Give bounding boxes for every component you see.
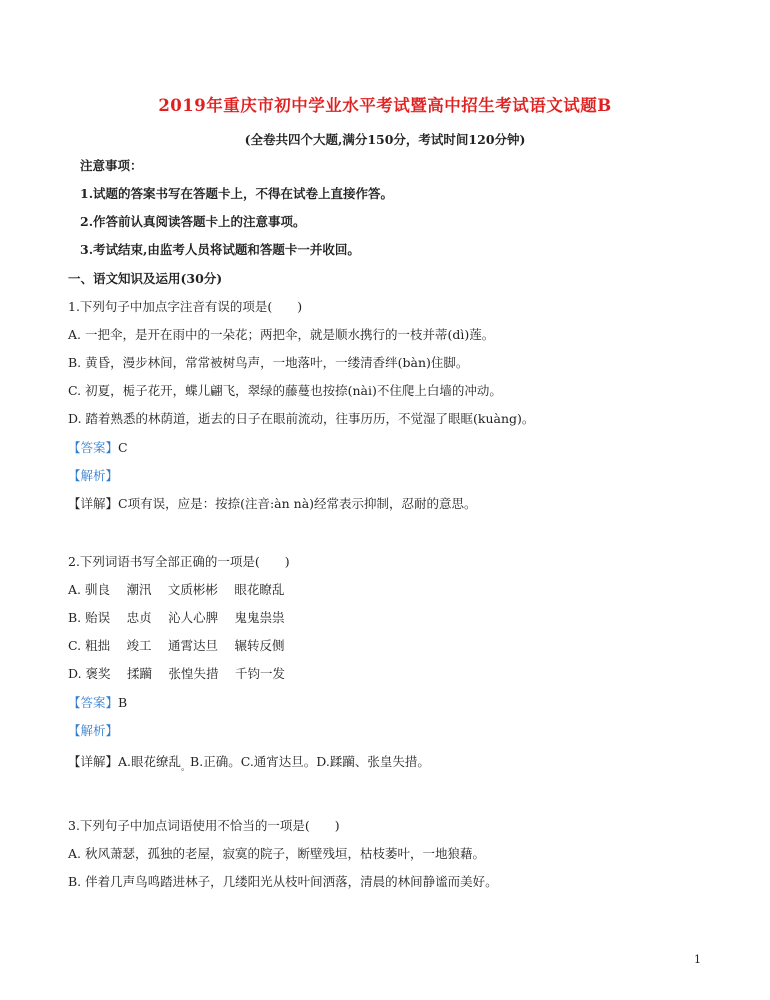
q3-stem: 3.下列句子中加点词语使用不恰当的一项是( ) bbox=[68, 818, 340, 833]
analysis-tag: 【解析】 bbox=[68, 723, 119, 738]
q2-detail bbox=[68, 754, 430, 776]
notice-item-1: 1.试题的答案书写在答题卡上，不得在试卷上直接作答。 bbox=[80, 186, 394, 201]
page-number: 1 bbox=[694, 953, 701, 966]
page-subtitle: (全卷共四个大题,满分150分，考试时间120分钟) bbox=[244, 132, 526, 147]
section-heading: 一、语文知识及运用(30分) bbox=[68, 271, 223, 286]
q2-option-a: A. 驯良 潮汛 文质彬彬 眼花瞭乱 bbox=[68, 582, 285, 597]
analysis-tag: 【解析】 bbox=[68, 468, 119, 483]
answer-value: C bbox=[118, 440, 128, 455]
q3-option-b: B. 伴着几声鸟鸣踏进林子，几缕阳光从枝叶间洒落，清晨的林间静谧而美好。 bbox=[68, 874, 498, 889]
q1-option-d: D. 踏着熟悉的林荫道，逝去的日子在眼前流动，往事历历，不觉湿了眼眶(kuàng)。 bbox=[68, 411, 535, 426]
detail-separator: 。 bbox=[181, 763, 191, 773]
q1-option-b: B. 黄昏，漫步林间，常常被树鸟声，一地落叶，一缕清香绊(bàn)住脚。 bbox=[68, 355, 469, 370]
q1-answer bbox=[68, 440, 128, 456]
answer-tag: 【答案】 bbox=[68, 695, 119, 710]
q1-analysis bbox=[68, 468, 118, 484]
answer-value: B bbox=[118, 695, 128, 710]
detail-text: C项有误，应是：按捺(注音:àn nà)经常表示抑制，忍耐的意思。 bbox=[118, 496, 477, 511]
q1-option-c: C. 初夏，栀子花开，蝶儿翩飞，翠绿的藤蔓也按捺(nài)不住爬上白墙的冲动。 bbox=[68, 383, 502, 398]
q2-option-d: D. 褒奖 揉躏 张惶失措 千钧一发 bbox=[68, 666, 285, 681]
notice-heading: 注意事项： bbox=[80, 158, 143, 173]
q1-stem: 1.下列句子中加点字注音有误的项是( ) bbox=[68, 299, 303, 314]
q2-stem: 2.下列词语书写全部正确的一项是( ) bbox=[68, 554, 290, 569]
q2-analysis bbox=[68, 723, 118, 739]
detail-tag: 【详解】 bbox=[68, 496, 119, 511]
detail-tag: 【详解】 bbox=[68, 754, 119, 769]
detail-text-a: A.眼花缭乱 bbox=[118, 754, 182, 769]
q2-option-b: B. 贻误 忠贞 沁人心脾 鬼鬼祟祟 bbox=[68, 610, 285, 625]
detail-text-rest: B.正确。C.通宵达旦。D.蹂躏、张皇失措。 bbox=[190, 754, 430, 769]
notice-item-3: 3.考试结束,由监考人员将试题和答题卡一并收回。 bbox=[80, 242, 360, 257]
q1-detail bbox=[68, 496, 477, 512]
q2-option-c: C. 粗拙 竣工 通霄达旦 辗转反侧 bbox=[68, 638, 285, 653]
q1-option-a: A. 一把伞，是开在雨中的一朵花；两把伞，就是顺水携行的一枝并蒂(dì)莲。 bbox=[68, 327, 495, 342]
q3-option-a: A. 秋风萧瑟，孤独的老屋，寂寞的院子，断壁残垣，枯枝萎叶，一地狼藉。 bbox=[68, 846, 485, 861]
q2-answer bbox=[68, 695, 127, 711]
notice-item-2: 2.作答前认真阅读答题卡上的注意事项。 bbox=[80, 214, 306, 229]
answer-tag: 【答案】 bbox=[68, 440, 119, 455]
page-title: 2019年重庆市初中学业水平考试暨高中招生考试语文试题B bbox=[158, 96, 612, 115]
